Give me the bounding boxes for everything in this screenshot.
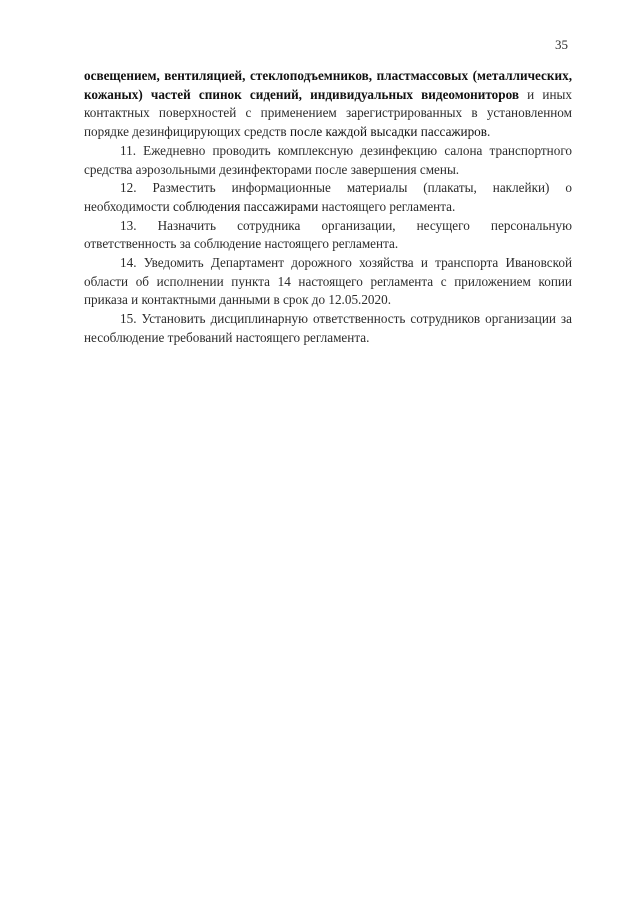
item-12-text-a: 12. Разместить информационные материалы (плакаты, наклейки) о необходимости bbox=[84, 180, 572, 214]
item-12-text-b: настоящего регламента. bbox=[318, 198, 456, 214]
continuation-end: . bbox=[487, 124, 491, 140]
continuation-bold-text: освещением, вентиляцией, стеклоподъемников, пластмассовых (металлических, кожаных) частей спинок сидений, индивидуальных видеомониторов bbox=[84, 68, 572, 102]
continuation-dark-text: после каждой высадки пассажиров bbox=[289, 124, 488, 140]
paragraph-item-12 bbox=[84, 179, 572, 216]
page-number: 35 bbox=[555, 37, 568, 52]
paragraph-item-15: 15. Установить дисциплинарную ответственность сотрудников организации за несоблюдение требований настоящего регламента. bbox=[84, 311, 572, 345]
continuation-text: и иных контактных поверхностей с применением зарегистрированных в установленном порядке дезинфицирующих средств bbox=[84, 86, 572, 140]
item-12-dark-text: соблюдения пассажирами bbox=[173, 198, 319, 214]
paragraph-item-11: 11. Ежедневно проводить комплексную дезинфекцию салона транспортного средства аэрозольными дезинфекторами после завершения смены. bbox=[84, 142, 572, 177]
document-body bbox=[84, 67, 572, 348]
paragraph-item-13: 13. Назначить сотрудника организации, несущего персональную ответственность за соблюдение настоящего регламента. bbox=[84, 217, 572, 252]
paragraph-continuation bbox=[84, 67, 572, 142]
paragraph-item-14: 14. Уведомить Департамент дорожного хозяйства и транспорта Ивановской области об исполнении пункта 14 настоящего регламента с приложением копии приказа и контактными данными в срок до 12.05.2020. bbox=[84, 255, 572, 308]
